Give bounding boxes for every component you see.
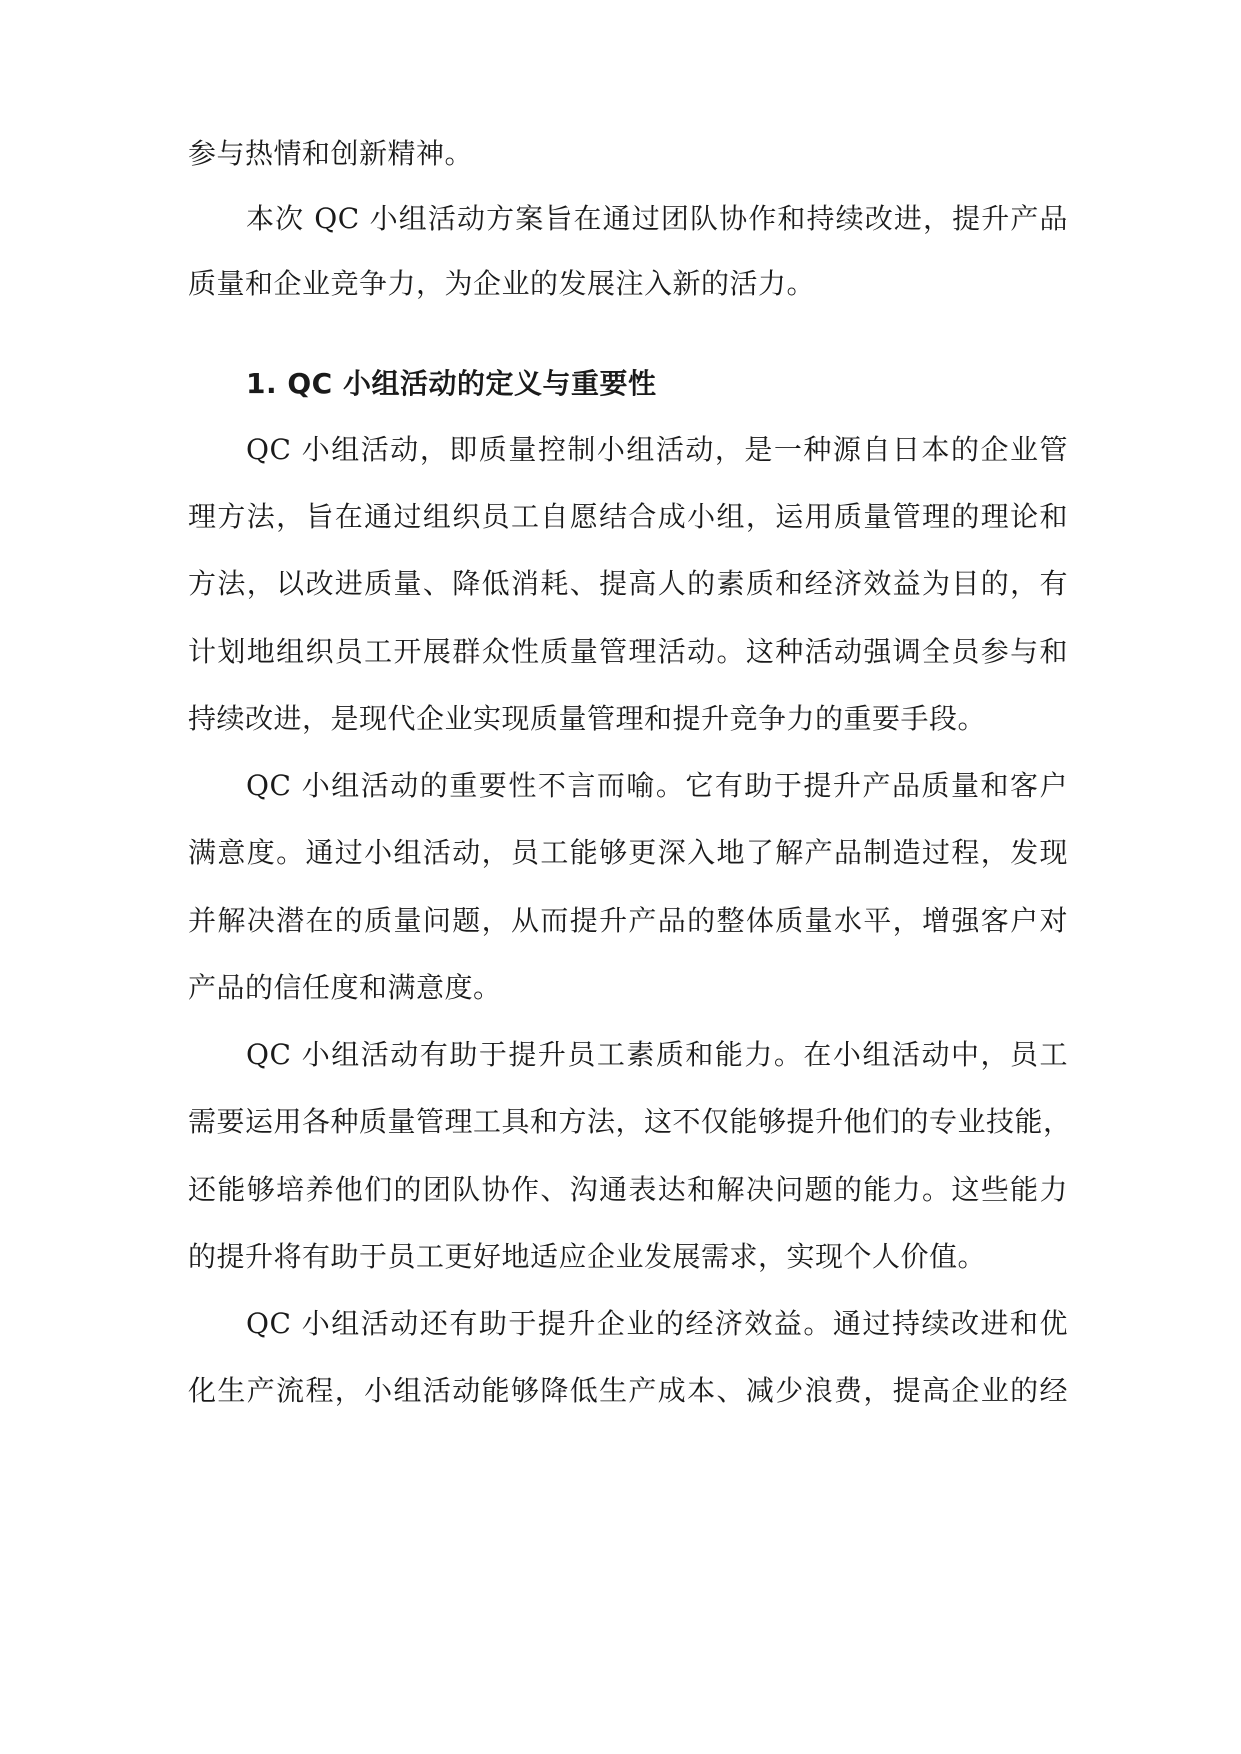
section-heading: 1. QC 小组活动的定义与重要性 xyxy=(246,367,657,400)
paragraph-line: 本次 QC 小组活动方案旨在通过团队协作和持续改进，提升产品 xyxy=(246,202,1068,235)
paragraph-line: 满意度。通过小组活动，员工能够更深入地了解产品制造过程，发现 xyxy=(188,836,1068,869)
paragraph-line: QC 小组活动，即质量控制小组活动，是一种源自日本的企业管 xyxy=(246,433,1068,466)
paragraph-line: 质量和企业竞争力，为企业的发展注入新的活力。 xyxy=(188,267,816,300)
paragraph-line: 的提升将有助于员工更好地适应企业发展需求，实现个人价值。 xyxy=(188,1240,987,1273)
paragraph-line: 持续改进，是现代企业实现质量管理和提升竞争力的重要手段。 xyxy=(188,702,987,735)
paragraph-line: 化生产流程，小组活动能够降低生产成本、减少浪费，提高企业的经 xyxy=(188,1374,1068,1407)
paragraph-line: QC 小组活动还有助于提升企业的经济效益。通过持续改进和优 xyxy=(246,1307,1068,1340)
paragraph-line: QC 小组活动有助于提升员工素质和能力。在小组活动中，员工 xyxy=(246,1038,1068,1071)
paragraph-line: 方法，以改进质量、降低消耗、提高人的素质和经济效益为目的，有 xyxy=(188,567,1068,600)
paragraph-line: 计划地组织员工开展群众性质量管理活动。这种活动强调全员参与和 xyxy=(188,635,1068,668)
paragraph-line: QC 小组活动的重要性不言而喻。它有助于提升产品质量和客户 xyxy=(246,769,1068,802)
paragraph-line: 参与热情和创新精神。 xyxy=(188,137,474,170)
paragraph-line: 需要运用各种质量管理工具和方法，这不仅能够提升他们的专业技能， xyxy=(188,1105,1072,1138)
paragraph-line: 理方法，旨在通过组织员工自愿结合成小组，运用质量管理的理论和 xyxy=(188,500,1068,533)
paragraph-line: 并解决潜在的质量问题，从而提升产品的整体质量水平，增强客户对 xyxy=(188,904,1068,937)
paragraph-line: 产品的信任度和满意度。 xyxy=(188,971,502,1004)
paragraph-line: 还能够培养他们的团队协作、沟通表达和解决问题的能力。这些能力 xyxy=(188,1173,1068,1206)
